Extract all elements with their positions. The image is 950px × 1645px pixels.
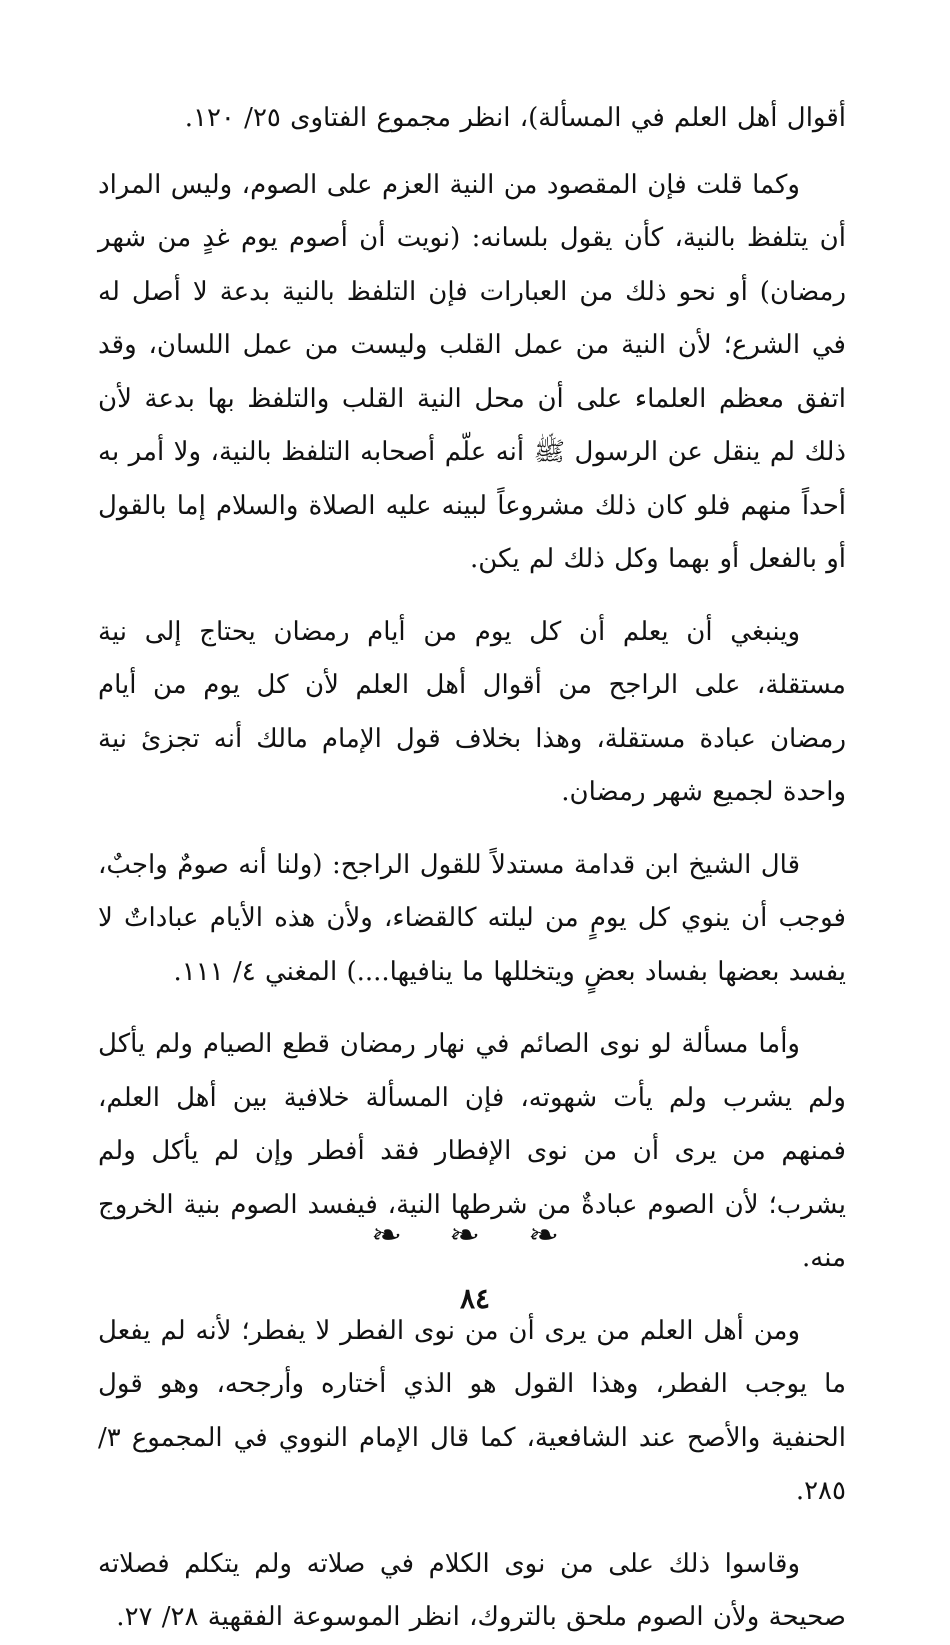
floral-divider-icon: ❧ bbox=[527, 1218, 580, 1253]
paragraph-gap bbox=[98, 146, 846, 159]
paragraph-continuation: أقوال أهل العلم في المسألة)، انظر مجموع الفتاوى ٢٥/ ١٢٠. bbox=[184, 103, 846, 133]
paragraph-daily-intention: وينبغي أن يعلم أن كل يوم من أيام رمضان يحتاج إلى نية مستقلة، على الراجح من أقوال أهل العلم لأن كل يوم من أيام رمضان عبادة مستقلة، وهذا بخلاف قول الإمام مالك أنه تجزئ نية واحدة لجميع شهر رمضان. bbox=[98, 616, 846, 807]
floral-divider-icon: ❧ bbox=[370, 1218, 423, 1253]
floral-divider-icon: ❧ bbox=[449, 1218, 501, 1253]
paragraph-gap bbox=[98, 820, 846, 839]
paragraph-ibn-qudama-quote: قال الشيخ ابن قدامة مستدلاً للقول الراجح: (ولنا أنه صومٌ واجبٌ، فوجب أن ينوي كل يومٍ من ليلته كالقضاء، ولأن هذه الأيام عباداتٌ لا يفسد بعضها بفساد بعضٍ ويتخللها ما ينافيها....) المغني ٤/ ١١١. bbox=[98, 849, 846, 987]
paragraph-gap bbox=[98, 1519, 846, 1538]
paragraph-gap bbox=[98, 587, 846, 606]
page-body bbox=[98, 92, 846, 1645]
floral-divider bbox=[0, 1218, 950, 1253]
paragraph-gap bbox=[98, 999, 846, 1018]
paragraph-analogy-prayer: وقاسوا ذلك على من نوى الكلام في صلاته ولم يتكلم فصلاته صحيحة ولأن الصوم ملحق بالتروك، انظر الموسوعة الفقهية ٢٨/ ٢٧. bbox=[98, 1548, 846, 1632]
paragraph-intention-speech: وكما قلت فإن المقصود من النية العزم على الصوم، وليس المراد أن يتلفظ بالنية، كأن يقول بلسانه: (نويت أن أصوم يوم غدٍ من شهر رمضان) أو نحو ذلك من العبارات فإن التلفظ بالنية بدعة لا أصل له في الشرع؛ لأن النية من عمل القلب وليست من عمل اللسان، وقد اتفق معظم العلماء على أن محل النية القلب والتلفظ بها بدعة لأن ذلك لم ينقل عن الرسول ﷺ أنه علّم أصحابه التلفظ بالنية، ولا أمر به أحداً منهم فلو كان ذلك مشروعاً لبينه عليه الصلاة والسلام إما بالقول أو بالفعل أو بهما وكل ذلك لم يكن. bbox=[98, 169, 846, 574]
paragraph-breaking-intention: وأما مسألة لو نوى الصائم في نهار رمضان قطع الصيام ولم يأكل ولم يشرب ولم يأت شهوته، فإن المسألة خلافية بين أهل العلم، فمنهم من يرى أن من نوى الإفطار فقد أفطر وإن لم يأكل ولم يشرب؛ لأن الصوم عبادةٌ من شرطها النية، فيفسد الصوم بنية الخروج منه. bbox=[98, 1029, 846, 1273]
page-number: ٨٤ bbox=[459, 1282, 491, 1315]
paragraph-alternative-view: ومن أهل العلم من يرى أن من نوى الفطر لا يفطر؛ لأنه لم يفعل ما يوجب الفطر، وهذا القول هو الذي أختاره وأرجحه، وهو قول الحنفية والأصح عند الشافعية، كما قال الإمام النووي في المجموع ٣/ ٢٨٥. bbox=[98, 1315, 846, 1506]
